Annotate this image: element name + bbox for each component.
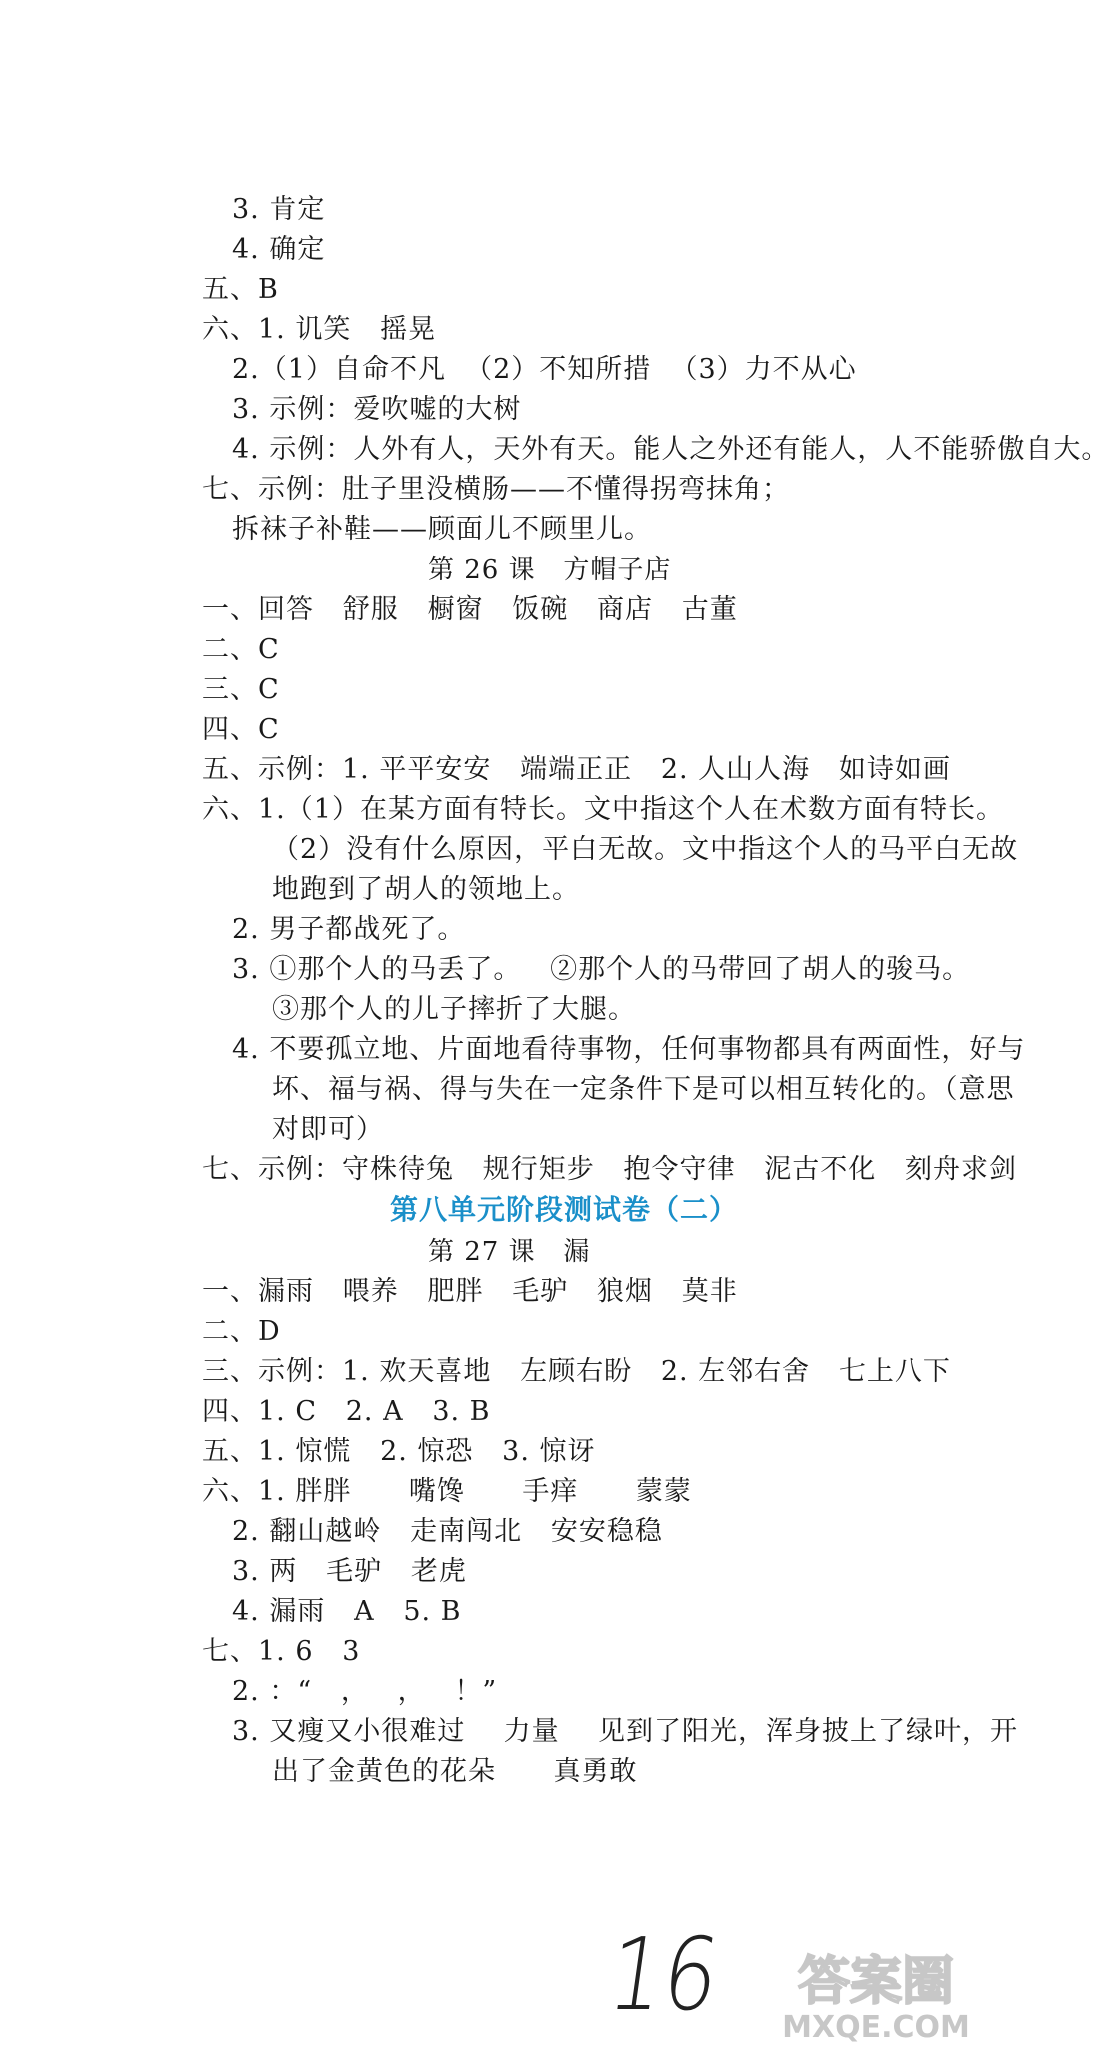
watermark-domain-text: MXQE.COM: [782, 2010, 970, 2045]
answer-line: 三、C: [202, 674, 280, 705]
answer-line: 坏、福与祸、得与失在一定条件下是可以相互转化的。（意思: [272, 1074, 1015, 1105]
answer-line: 4. 漏雨 A 5. B: [232, 1596, 462, 1627]
answer-line: 五、B: [202, 274, 279, 305]
answer-line: 3. 又瘦又小很难过 力量 见到了阳光，浑身披上了绿叶，开: [232, 1716, 1019, 1747]
answer-line: 一、回答 舒服 橱窗 饭碗 商店 古董: [202, 594, 738, 625]
answer-line: 七、示例：肚子里没横肠——不懂得拐弯抹角；: [202, 474, 790, 505]
answer-line: 二、C: [202, 634, 280, 665]
lesson-title: 第 27 课 漏: [428, 1237, 591, 1267]
answer-line: 4. 不要孤立地、片面地看待事物，任何事物都具有两面性，好与: [232, 1034, 1026, 1065]
answer-line: 五、1. 惊慌 2. 惊恐 3. 惊讶: [202, 1436, 596, 1467]
answer-line: 六、1.（1）在某方面有特长。文中指这个人在术数方面有特长。: [202, 794, 1004, 825]
answer-line: 七、示例：守株待兔 规行矩步 抱令守律 泥古不化 刻舟求剑: [202, 1154, 1017, 1185]
answer-line: 2. 翻山越岭 走南闯北 安安稳稳: [232, 1516, 663, 1547]
answer-line: 3. 两 毛驴 老虎: [232, 1556, 467, 1587]
lesson-title: 第 26 课 方帽子店: [428, 555, 672, 585]
answer-line: 一、漏雨 喂养 肥胖 毛驴 狼烟 莫非: [202, 1276, 738, 1307]
answer-line: 六、1. 讥笑 摇晃: [202, 314, 437, 345]
answer-line: 拆袜子补鞋——顾面儿不顾里儿。: [232, 514, 652, 545]
answer-line: 2. ：“ ， ， ！”: [232, 1676, 498, 1707]
answer-line: 三、示例：1. 欢天喜地 左顾右盼 2. 左邻右舍 七上八下: [202, 1356, 951, 1387]
answer-line: 四、1. C 2. A 3. B: [202, 1396, 491, 1427]
answer-line: 对即可）: [272, 1114, 384, 1145]
unit-heading: 第八单元阶段测试卷（二）: [390, 1193, 739, 1226]
answer-line: 地跑到了胡人的领地上。: [272, 874, 580, 905]
answer-line: 4. 示例：人外有人，天外有天。能人之外还有能人，人不能骄傲自大。: [232, 434, 1109, 465]
answer-line: 二、D: [202, 1316, 281, 1347]
answer-line: 2.（1）自命不凡 （2）不知所措 （3）力不从心: [232, 354, 857, 385]
answer-line: 四、C: [202, 714, 280, 745]
watermark-logo: [758, 1937, 994, 2047]
answer-line: 出了金黄色的花朵 真勇敢: [272, 1756, 638, 1787]
answer-line: 3. ①那个人的马丢了。 ②那个人的马带回了胡人的骏马。: [232, 954, 971, 985]
watermark-main-text: 答案圈: [797, 1952, 955, 2012]
answer-line: ③那个人的儿子摔折了大腿。: [272, 994, 636, 1025]
answer-line: 七、1. 6 3: [202, 1636, 361, 1667]
handwritten-page-number: 16: [601, 1916, 726, 2033]
answer-line: 2. 男子都战死了。: [232, 914, 466, 945]
answer-line: 4. 确定: [232, 234, 326, 265]
answer-line: （2）没有什么原因，平白无故。文中指这个人的马平白无故: [272, 834, 1019, 865]
answer-line: 3. 肯定: [232, 194, 326, 225]
answer-line: 六、1. 胖胖 嘴馋 手痒 蒙蒙: [202, 1476, 692, 1507]
answer-line: 五、示例：1. 平平安安 端端正正 2. 人山人海 如诗如画: [202, 754, 951, 785]
answer-line: 3. 示例：爱吹嘘的大树: [232, 394, 522, 425]
